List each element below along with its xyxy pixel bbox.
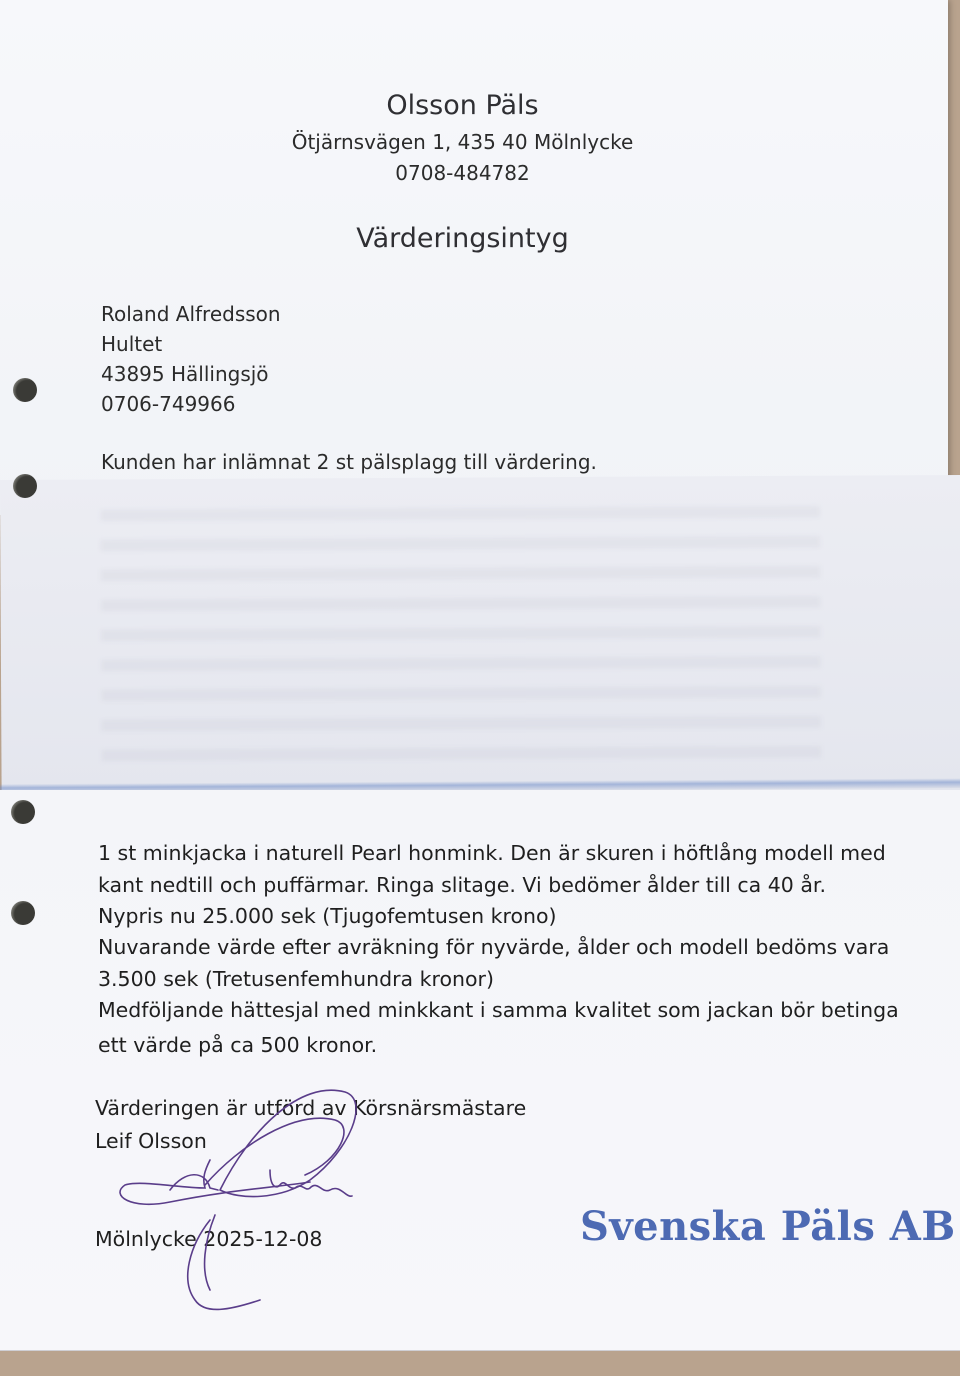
description-line: 3.500 sek (Tretusenfemhundra kronor) [98,967,494,991]
customer-postal: 43895 Hällingsjö [101,362,269,386]
appraiser-name: Leif Olsson [95,1129,207,1153]
punch-hole [13,474,37,498]
intro-text: Kunden har inlämnat 2 st pälsplagg till värdering. [101,450,597,474]
folded-underlap [0,475,960,800]
description-line: Nypris nu 25.000 sek (Tjugofemtusen krono) [98,904,557,928]
description-line: Medföljande hättesjal med minkkant i samma kvalitet som jackan bör betinga [98,998,899,1022]
customer-street: Hultet [101,332,163,356]
place-date: Mölnlycke 2025-12-08 [95,1227,323,1251]
customer-phone: 0706-749966 [101,392,236,416]
appraiser-statement: Värderingen är utförd av Körsnärsmästare [95,1096,527,1120]
letter-page-top [0,0,948,515]
description-line: Nuvarande värde efter avräkning för nyvärde, ålder och modell bedöms vara [98,935,890,959]
customer-name: Roland Alfredsson [101,302,281,326]
company-stamp: Svenska Päls AB [580,1203,956,1250]
document-title: Värderingsintyg [356,223,569,254]
punch-hole [13,378,37,402]
punch-hole [11,800,35,824]
punch-hole [11,901,35,925]
description-line: kant nedtill och puffärmar. Ringa slitage. Vi bedömer ålder till ca 40 år. [98,873,826,897]
description-line: ett värde på ca 500 kronor. [98,1033,378,1057]
show-through-text [100,506,821,770]
description-line: 1 st minkjacka i naturell Pearl honmink. Den är skuren i höftlång modell med [98,841,886,865]
signature-icon [110,1070,370,1330]
company-address: Ötjärnsvägen 1, 435 40 Mölnlycke [291,130,634,154]
company-name: Olsson Päls [386,90,539,121]
company-phone: 0708-484782 [395,161,530,185]
